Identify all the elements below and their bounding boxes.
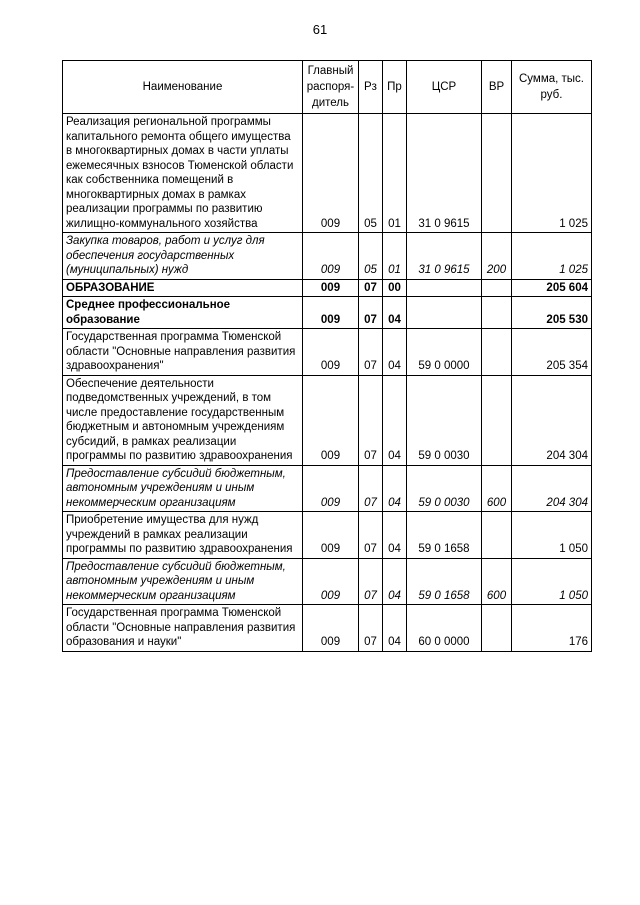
cell-sum: 1 050 xyxy=(512,558,592,605)
cell-vr: 600 xyxy=(482,465,512,512)
cell-vr: 600 xyxy=(482,558,512,605)
cell-csr: 59 0 0030 xyxy=(407,465,482,512)
header-admin: Главный распоря-дитель xyxy=(303,61,359,114)
cell-pr: 01 xyxy=(383,114,407,233)
cell-name: Закупка товаров, работ и услуг для обеспечения государственных (муниципальных) нужд xyxy=(63,233,303,280)
cell-sum: 205 604 xyxy=(512,279,592,297)
cell-rz: 07 xyxy=(359,605,383,652)
cell-admin: 009 xyxy=(303,329,359,376)
table-row xyxy=(63,279,592,297)
cell-pr: 04 xyxy=(383,558,407,605)
cell-rz: 07 xyxy=(359,465,383,512)
cell-name: ОБРАЗОВАНИЕ xyxy=(63,279,303,297)
cell-pr: 04 xyxy=(383,465,407,512)
budget-table xyxy=(62,60,592,652)
cell-admin: 009 xyxy=(303,375,359,465)
cell-rz: 07 xyxy=(359,279,383,297)
cell-admin: 009 xyxy=(303,605,359,652)
cell-sum: 205 354 xyxy=(512,329,592,376)
cell-pr: 01 xyxy=(383,233,407,280)
page-number: 61 xyxy=(312,22,328,37)
cell-pr: 04 xyxy=(383,329,407,376)
table-row xyxy=(63,558,592,605)
cell-rz: 07 xyxy=(359,329,383,376)
cell-sum: 1 050 xyxy=(512,512,592,559)
cell-name: Предоставление субсидий бюджетным, автономным учреждениям и иным некоммерческим организациям xyxy=(63,558,303,605)
cell-vr: 200 xyxy=(482,233,512,280)
cell-csr xyxy=(407,279,482,297)
table-row xyxy=(63,375,592,465)
cell-sum: 1 025 xyxy=(512,233,592,280)
cell-csr: 59 0 1658 xyxy=(407,558,482,605)
cell-rz: 07 xyxy=(359,512,383,559)
header-csr: ЦСР xyxy=(407,61,482,114)
cell-name: Обеспечение деятельности подведомственных учреждений, в том числе предоставление государственным бюджетным и автономным учреждениям субсидий, в рамках реализации программы по развитию здравоохранения xyxy=(63,375,303,465)
table-body xyxy=(63,114,592,652)
cell-sum: 204 304 xyxy=(512,375,592,465)
table-header-row xyxy=(63,61,592,114)
table-row xyxy=(63,297,592,329)
cell-name: Предоставление субсидий бюджетным, автономным учреждениям и иным некоммерческим организациям xyxy=(63,465,303,512)
table-row xyxy=(63,329,592,376)
cell-name: Приобретение имущества для нужд учреждений в рамках реализации программы по развитию здравоохранения xyxy=(63,512,303,559)
cell-sum: 1 025 xyxy=(512,114,592,233)
cell-admin: 009 xyxy=(303,558,359,605)
table-row xyxy=(63,465,592,512)
cell-vr xyxy=(482,605,512,652)
table-row xyxy=(63,114,592,233)
table-row xyxy=(63,605,592,652)
cell-vr xyxy=(482,114,512,233)
cell-sum: 204 304 xyxy=(512,465,592,512)
cell-pr: 04 xyxy=(383,512,407,559)
cell-sum: 176 xyxy=(512,605,592,652)
cell-vr xyxy=(482,329,512,376)
cell-name: Государственная программа Тюменской области "Основные направления развития образования и науки" xyxy=(63,605,303,652)
cell-csr: 60 0 0000 xyxy=(407,605,482,652)
cell-pr: 04 xyxy=(383,605,407,652)
cell-csr: 59 0 1658 xyxy=(407,512,482,559)
cell-rz: 05 xyxy=(359,233,383,280)
cell-name: Реализация региональной программы капитального ремонта общего имущества в многоквартирных домах в части уплаты ежемесячных взносов Тюменской области как собственника помещений в многоквартирных домах в рамках реализации программы по развитию жилищно-коммунального хозяйства xyxy=(63,114,303,233)
cell-admin: 009 xyxy=(303,297,359,329)
cell-csr: 31 0 9615 xyxy=(407,114,482,233)
cell-name: Среднее профессиональное образование xyxy=(63,297,303,329)
cell-admin: 009 xyxy=(303,465,359,512)
cell-name: Государственная программа Тюменской области "Основные направления развития здравоохранения" xyxy=(63,329,303,376)
cell-csr: 59 0 0000 xyxy=(407,329,482,376)
cell-pr: 00 xyxy=(383,279,407,297)
cell-vr xyxy=(482,375,512,465)
table-row xyxy=(63,512,592,559)
cell-csr xyxy=(407,297,482,329)
cell-vr xyxy=(482,279,512,297)
cell-rz: 07 xyxy=(359,375,383,465)
cell-pr: 04 xyxy=(383,375,407,465)
cell-rz: 05 xyxy=(359,114,383,233)
cell-csr: 59 0 0030 xyxy=(407,375,482,465)
cell-admin: 009 xyxy=(303,114,359,233)
header-vr: ВР xyxy=(482,61,512,114)
cell-admin: 009 xyxy=(303,512,359,559)
header-rz: Рз xyxy=(359,61,383,114)
cell-pr: 04 xyxy=(383,297,407,329)
cell-admin: 009 xyxy=(303,279,359,297)
header-name: Наименование xyxy=(63,61,303,114)
cell-rz: 07 xyxy=(359,558,383,605)
cell-rz: 07 xyxy=(359,297,383,329)
cell-csr: 31 0 9615 xyxy=(407,233,482,280)
cell-admin: 009 xyxy=(303,233,359,280)
cell-sum: 205 530 xyxy=(512,297,592,329)
table-row xyxy=(63,233,592,280)
header-sum: Сумма, тыс. руб. xyxy=(512,61,592,114)
header-pr: Пр xyxy=(383,61,407,114)
cell-vr xyxy=(482,512,512,559)
cell-vr xyxy=(482,297,512,329)
